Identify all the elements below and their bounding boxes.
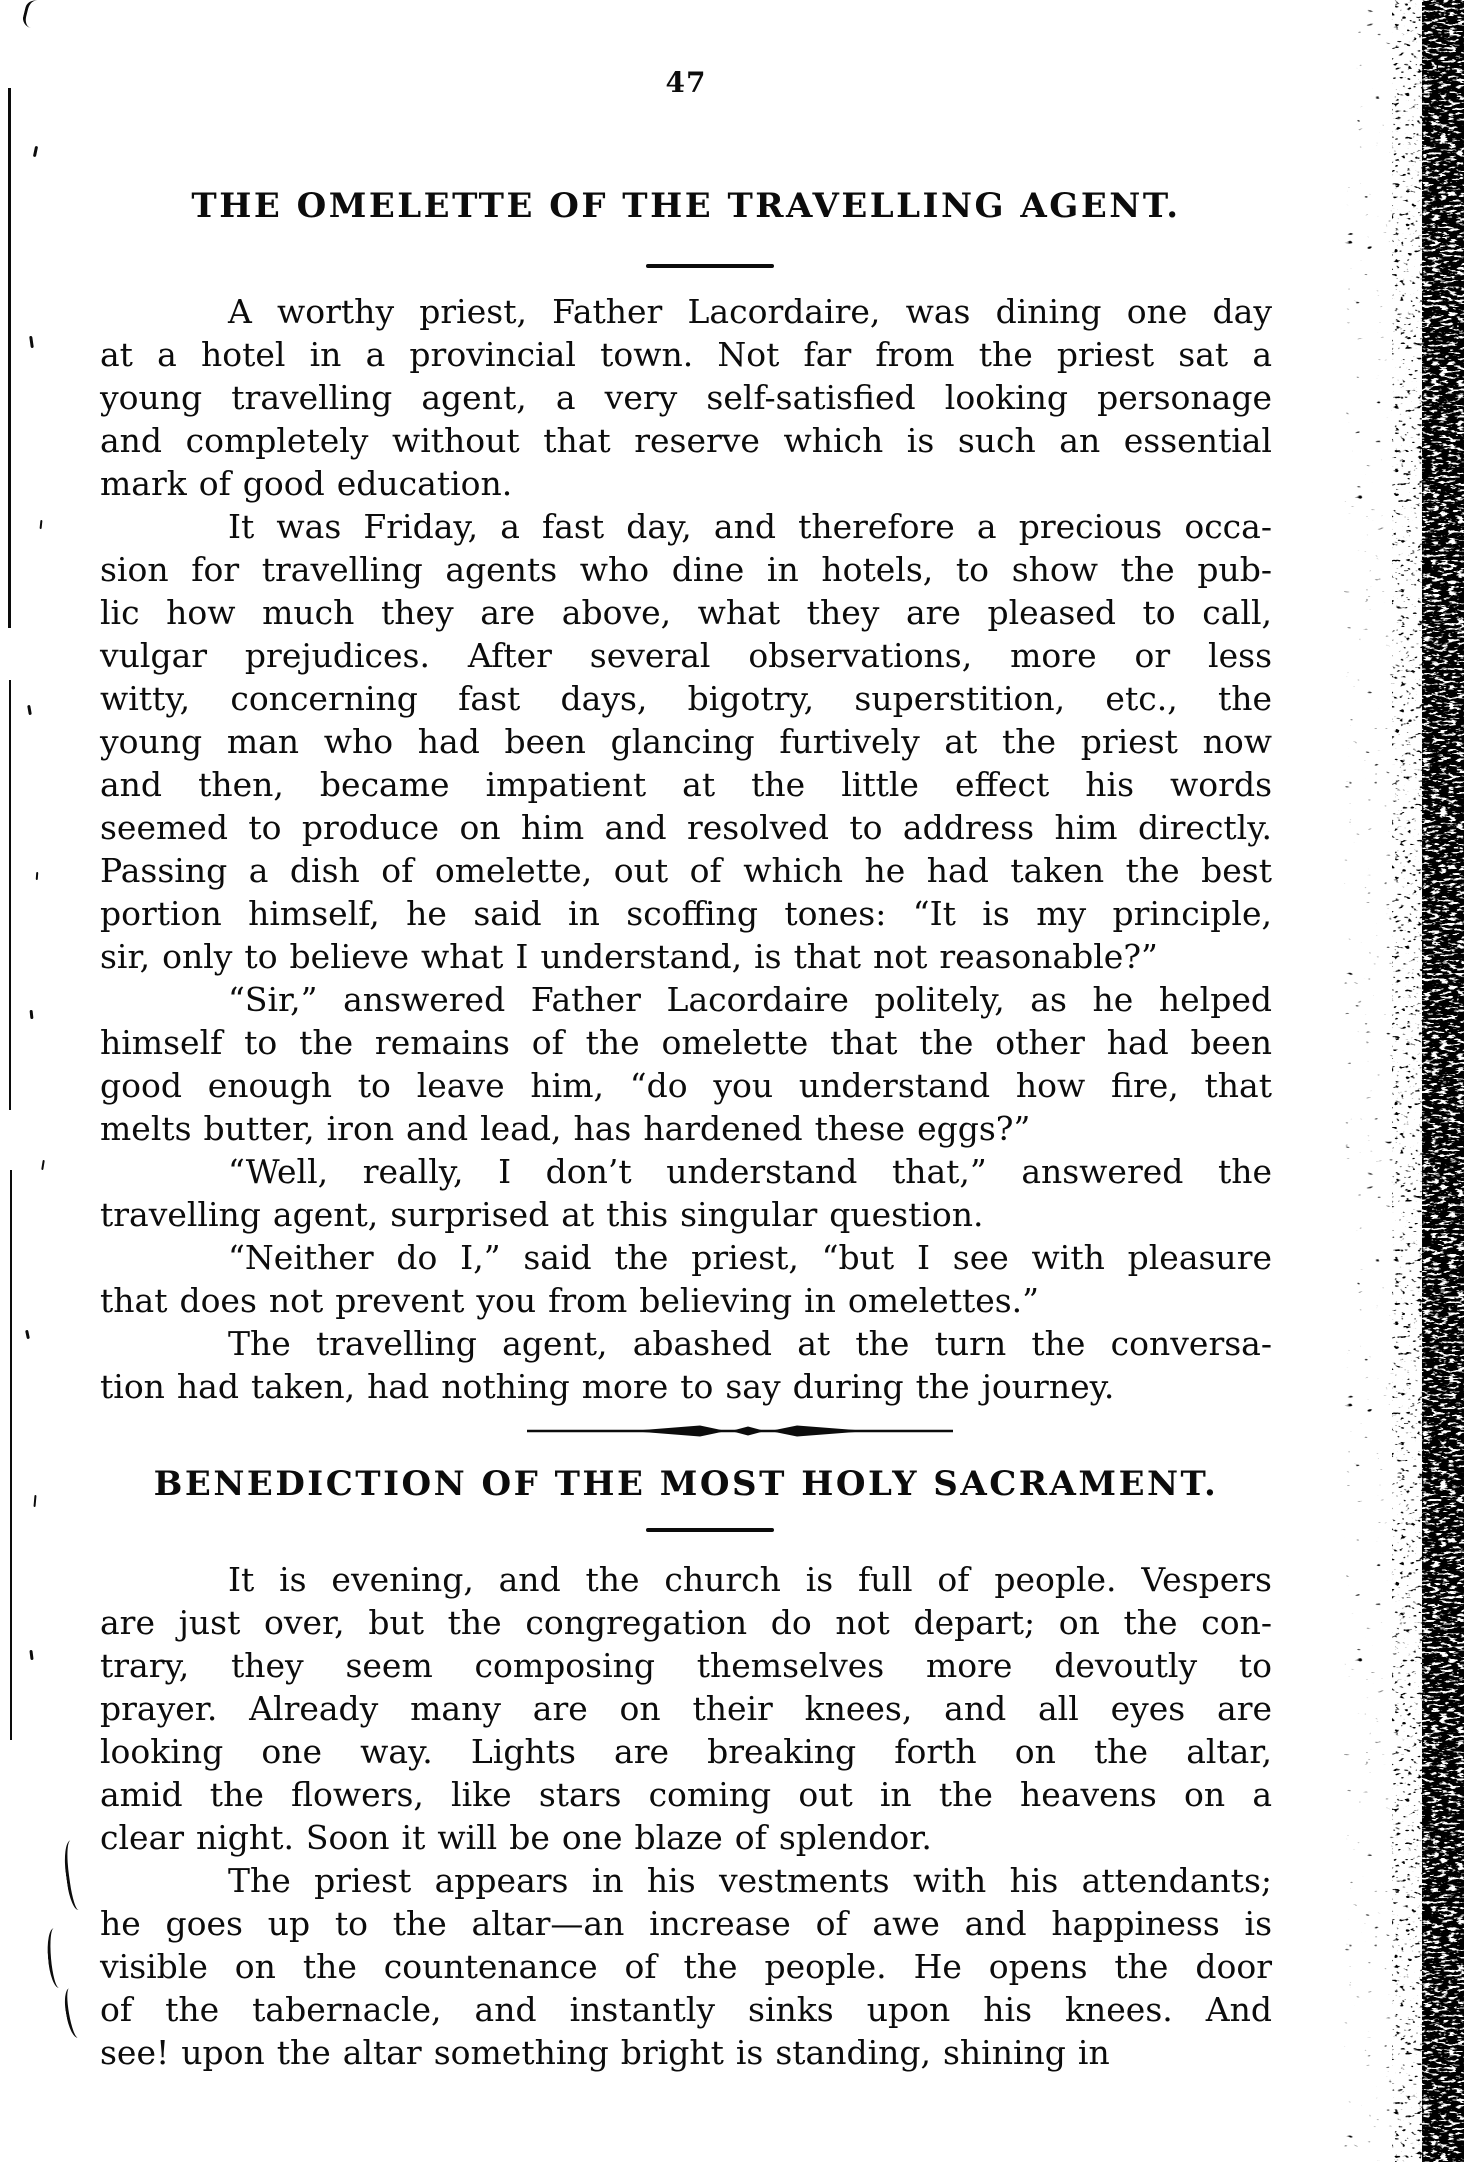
section-divider-ornament xyxy=(525,1422,955,1440)
scan-artifact xyxy=(21,0,44,30)
text-line: young man who had been glancing furtively at the priest now xyxy=(100,722,1272,761)
text-line: A worthy priest, Father Lacordaire, was dining one day xyxy=(228,292,1272,331)
scan-artifact xyxy=(62,1987,85,2039)
scan-artifact xyxy=(8,88,11,628)
text-line: It was Friday, a fast day, and therefore a precious occa- xyxy=(228,507,1272,546)
scan-artifact xyxy=(40,520,43,529)
text-line: vulgar prejudices. After several observations, more or less xyxy=(100,636,1272,675)
scan-artifact xyxy=(61,1839,90,1911)
scan-artifact xyxy=(25,1330,30,1339)
text-line: The travelling agent, abashed at the turn the conversa- xyxy=(228,1324,1272,1363)
text-line: melts butter, iron and lead, has hardened these eggs?” xyxy=(100,1109,1031,1148)
text-line: and completely without that reserve which is such an essential xyxy=(100,421,1272,460)
sections-root xyxy=(100,184,1272,2074)
text-line: The priest appears in his vestments with his attendants; xyxy=(228,1861,1272,1900)
divider-rule-icon xyxy=(525,1422,955,1440)
scan-artifact xyxy=(33,1495,36,1507)
text-line: sion for travelling agents who dine in hotels, to show the pub- xyxy=(100,550,1272,589)
scan-artifact xyxy=(41,1160,45,1170)
paragraph xyxy=(100,1150,1272,1236)
title-rule xyxy=(646,1528,774,1532)
text-line: portion himself, he said in scoffing tones: “It is my principle, xyxy=(100,894,1272,933)
text-line: travelling agent, surprised at this singular question. xyxy=(100,1195,984,1234)
text-line: witty, concerning fast days, bigotry, superstition, etc., the xyxy=(100,679,1272,718)
text-line: of the tabernacle, and instantly sinks upon his knees. And xyxy=(100,1990,1272,2029)
paragraph xyxy=(100,505,1272,978)
paragraph xyxy=(100,978,1272,1150)
paragraph xyxy=(100,1558,1272,1859)
paragraph xyxy=(100,1859,1272,2074)
text-line: he goes up to the altar—an increase of awe and happiness is xyxy=(100,1904,1272,1943)
scan-artifact xyxy=(29,1650,33,1660)
text-line: young travelling agent, a very self-satisfied looking personage xyxy=(100,378,1272,417)
paragraph xyxy=(100,1322,1272,1408)
scan-artifact xyxy=(27,705,32,715)
scan-artifact xyxy=(10,1170,12,1740)
text-line: that does not prevent you from believing in omelettes.” xyxy=(100,1281,1040,1320)
text-line: at a hotel in a provincial town. Not far from the priest sat a xyxy=(100,335,1272,374)
text-line: lic how much they are above, what they are pleased to call, xyxy=(100,593,1272,632)
section-title: BENEDICTION OF THE MOST HOLY SACRAMENT. xyxy=(153,1464,1219,1504)
scan-artifact xyxy=(29,336,34,348)
text-line: visible on the countenance of the people. He opens the door xyxy=(100,1947,1272,1986)
text-line: see! upon the altar something bright is standing, shining in xyxy=(100,2033,1110,2072)
paragraph xyxy=(100,1236,1272,1322)
scan-artifact xyxy=(36,872,39,880)
text-line: good enough to leave him, “do you understand how fire, that xyxy=(100,1066,1272,1105)
text-line: trary, they seem composing themselves more devoutly to xyxy=(100,1646,1272,1685)
text-line: “Sir,” answered Father Lacordaire politely, as he helped xyxy=(228,980,1272,1019)
scan-artifact xyxy=(33,146,38,157)
text-line: are just over, but the congregation do not depart; on the con- xyxy=(100,1603,1272,1642)
scan-artifact xyxy=(30,1010,34,1019)
text-line: seemed to produce on him and resolved to address him directly. xyxy=(100,808,1272,847)
text-line: It is evening, and the church is full of people. Vespers xyxy=(228,1560,1272,1599)
text-line: clear night. Soon it will be one blaze of splendor. xyxy=(100,1818,932,1857)
text-line: mark of good education. xyxy=(100,464,513,503)
title-rule xyxy=(646,264,774,268)
text-line: himself to the remains of the omelette that the other had been xyxy=(100,1023,1272,1062)
text-line: looking one way. Lights are breaking forth on the altar, xyxy=(100,1732,1272,1771)
text-line: tion had taken, had nothing more to say during the journey. xyxy=(100,1367,1115,1406)
text-line: prayer. Already many are on their knees, and all eyes are xyxy=(100,1689,1272,1728)
scan-artifact xyxy=(45,1927,67,1988)
page-content xyxy=(100,0,1272,2074)
scan-noise-band xyxy=(1314,0,1464,2162)
section-title: THE OMELETTE OF THE TRAVELLING AGENT. xyxy=(191,186,1181,226)
text-line: “Neither do I,” said the priest, “but I see with pleasure xyxy=(228,1238,1272,1277)
text-line: “Well, really, I don’t understand that,” answered the xyxy=(228,1152,1272,1191)
scan-artifact xyxy=(9,680,11,1110)
text-line: Passing a dish of omelette, out of which he had taken the best xyxy=(100,851,1272,890)
page-number: 47 xyxy=(665,66,707,99)
paragraph xyxy=(100,290,1272,505)
text-line: sir, only to believe what I understand, is that not reasonable?” xyxy=(100,937,1158,976)
text-line: amid the flowers, like stars coming out in the heavens on a xyxy=(100,1775,1272,1814)
text-line: and then, became impatient at the little effect his words xyxy=(100,765,1272,804)
